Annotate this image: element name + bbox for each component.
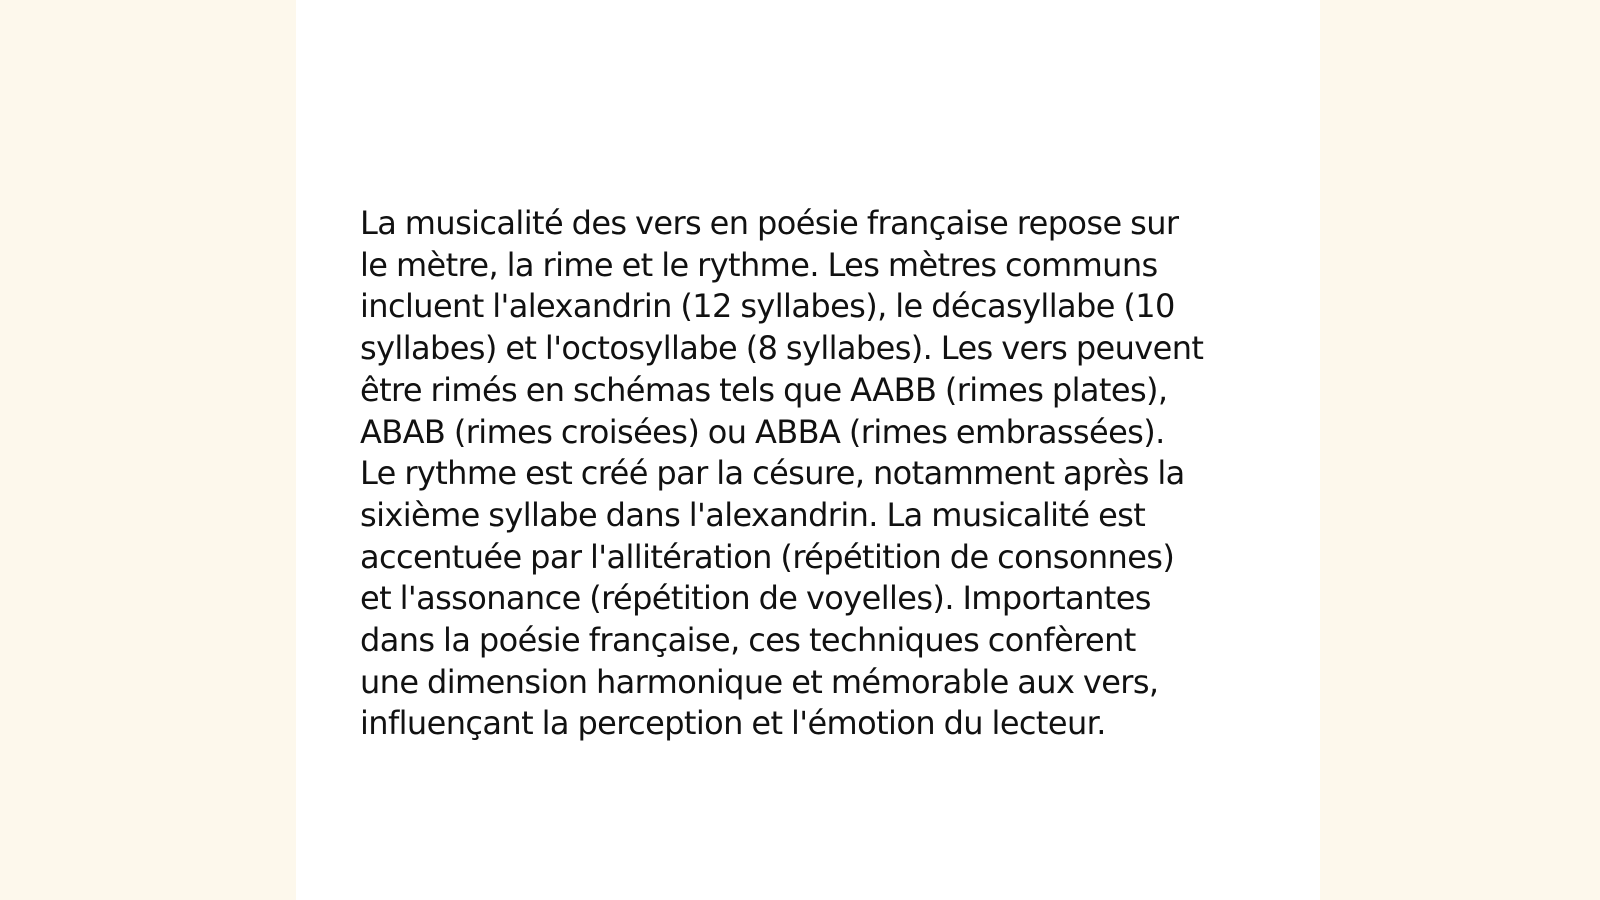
text-line: incluent l'alexandrin (12 syllabes), le décasyllabe (10 [360,287,1175,326]
text-line: syllabes) et l'octosyllabe (8 syllabes). Les vers peuvent [360,329,1204,368]
text-line: être rimés en schémas tels que AABB (rimes plates), [360,370,1168,409]
text-line: le mètre, la rime et le rythme. Les mètres communs [360,245,1158,284]
text-line: accentuée par l'allitération (répétition de consonnes) [360,537,1175,576]
text-line: Le rythme est créé par la césure, notamment après la [360,454,1185,493]
text-line: et l'assonance (répétition de voyelles). Importantes [360,579,1151,618]
text-line: influençant la perception et l'émotion du lecteur. [360,704,1106,743]
text-line: dans la poésie française, ces techniques confèrent [360,621,1136,660]
text-line: La musicalité des vers en poésie française repose sur [360,204,1179,242]
text-line: sixième syllabe dans l'alexandrin. La musicalité est [360,495,1146,534]
text-line: une dimension harmonique et mémorable aux vers, [360,662,1159,701]
text-line: ABAB (rimes croisées) ou ABBA (rimes embrassées). [360,412,1165,451]
document-page [296,0,1320,900]
paragraph [360,203,1260,745]
